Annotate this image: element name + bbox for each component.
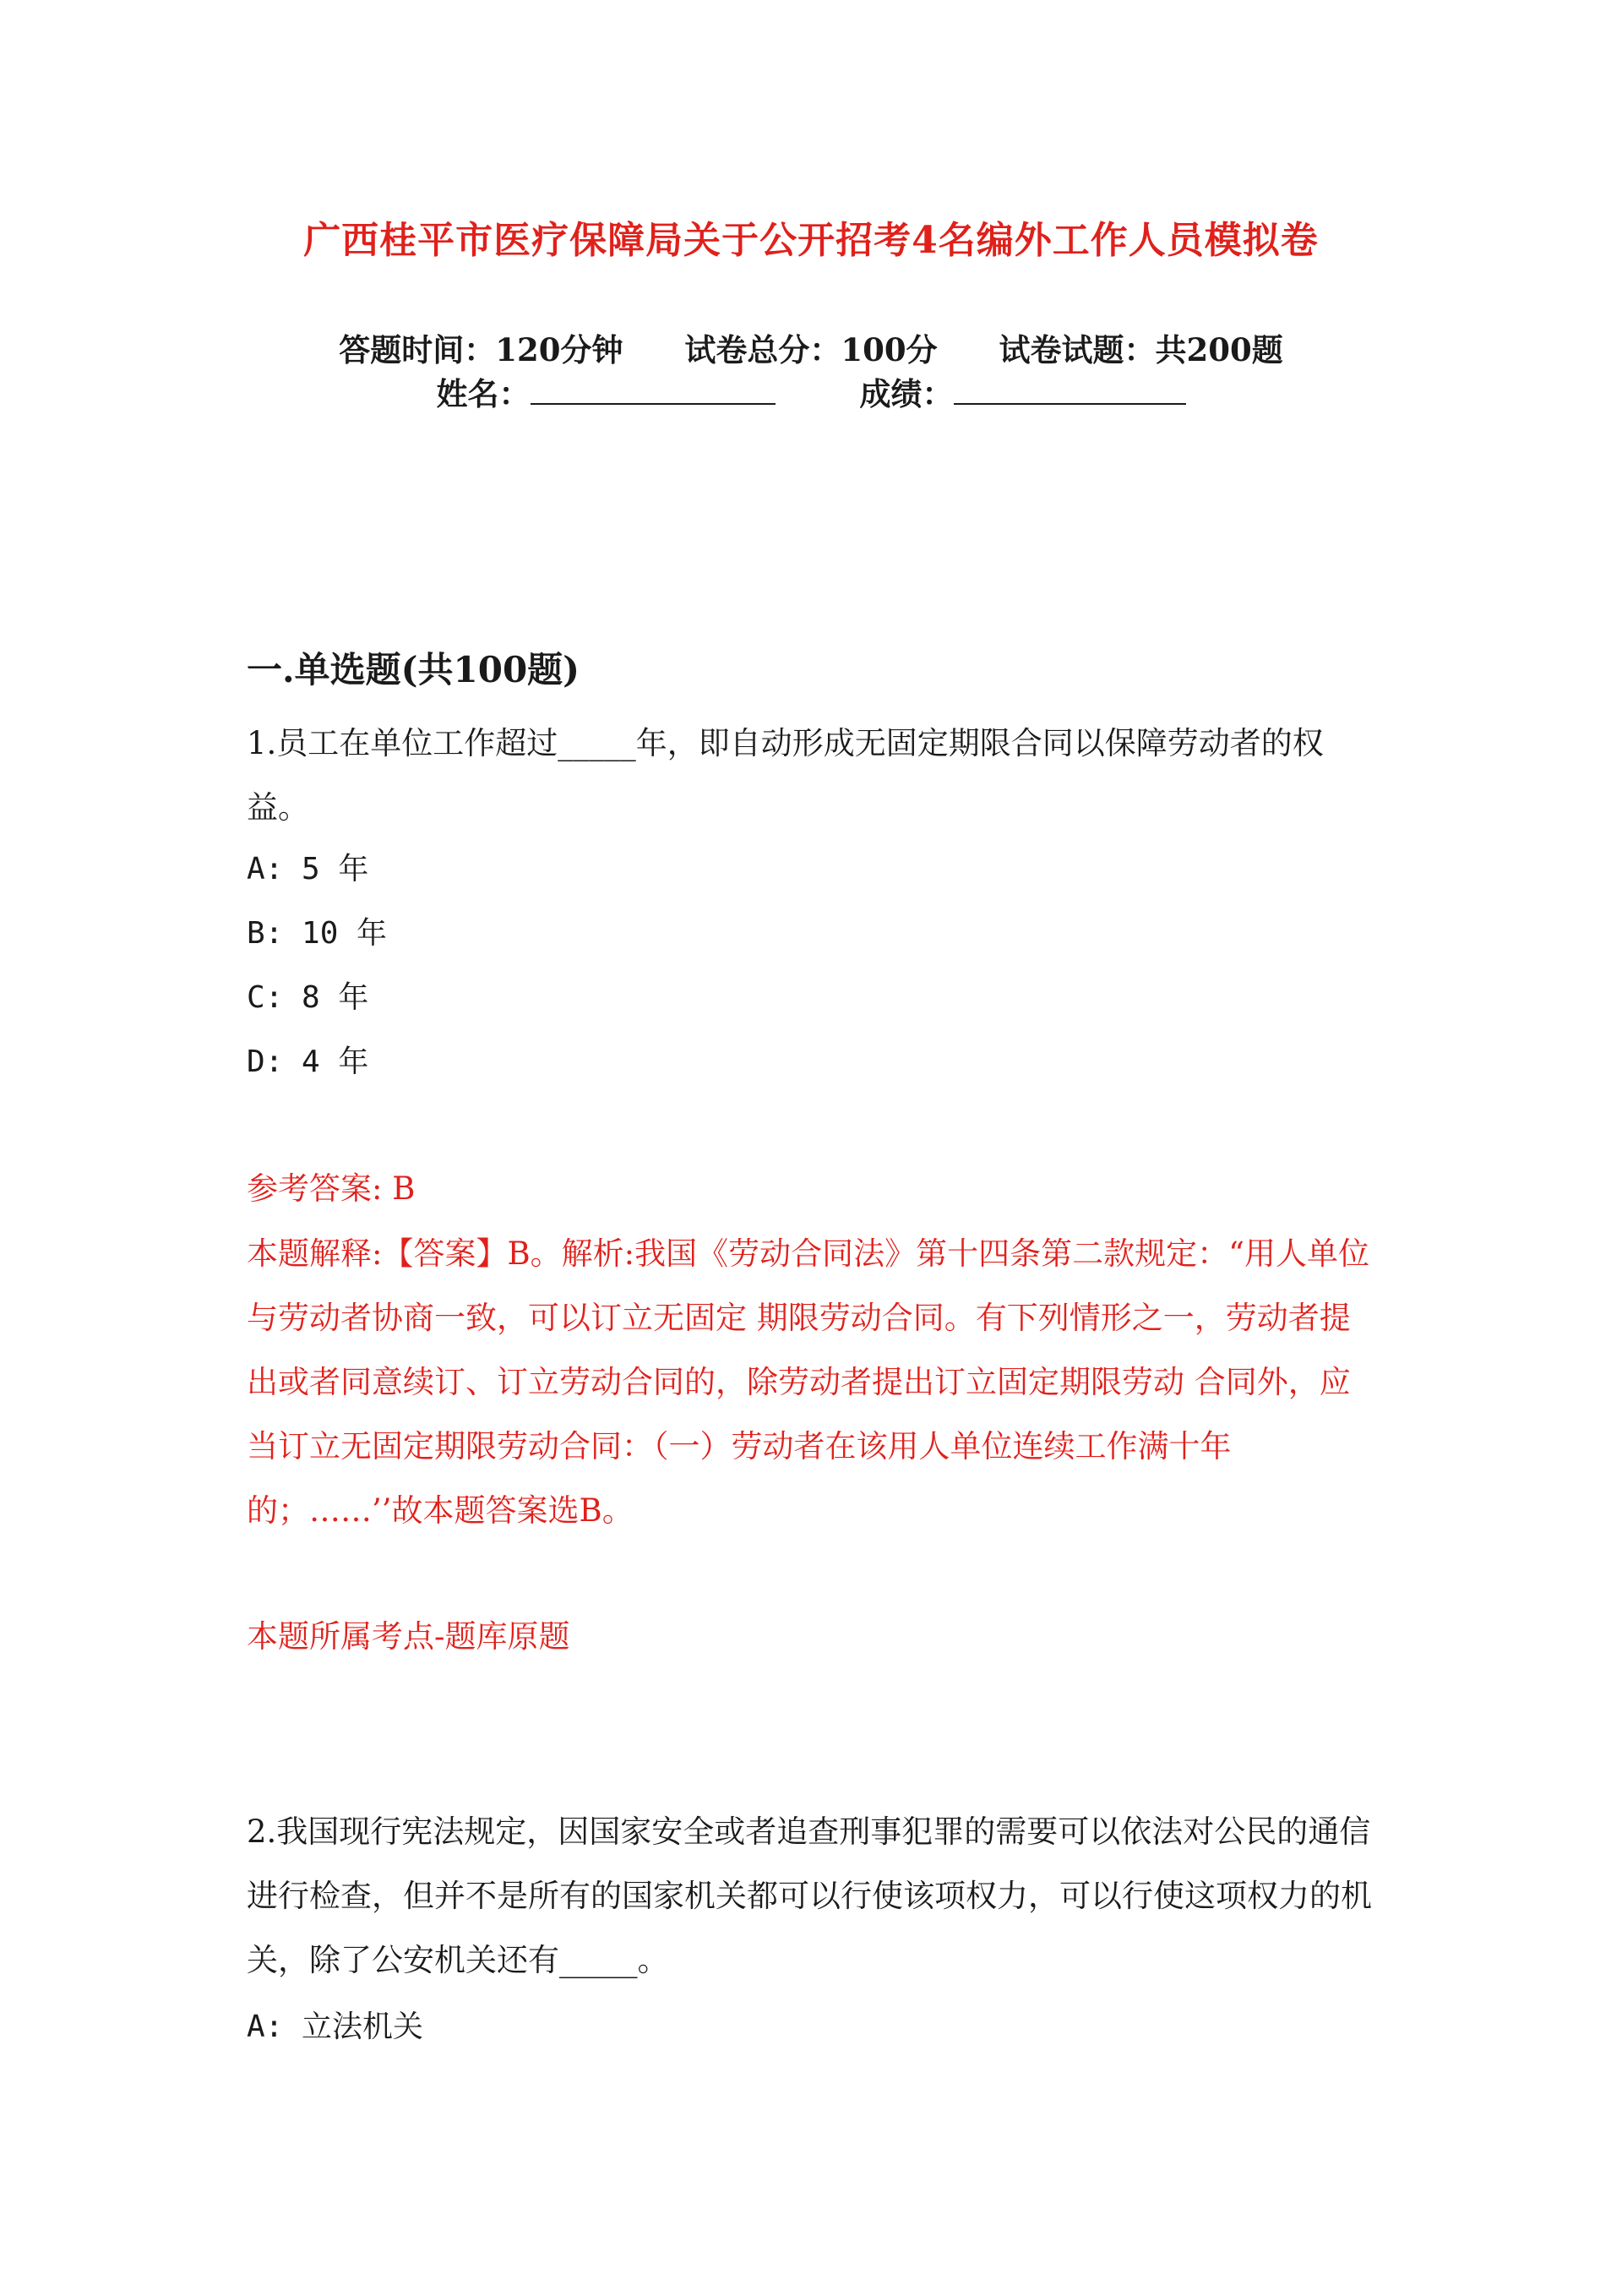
question-1-option-c: C: 8 年 xyxy=(247,980,369,1015)
question-1-answer: 参考答案: B xyxy=(247,1170,416,1207)
question-1-text: 1.员工在单位工作超过_____年，即自动形成无固定期限合同以保障劳动者的权益。 xyxy=(247,725,1324,826)
question-1-point: 本题所属考点-题库原题 xyxy=(247,1618,570,1655)
page-title: 广西桂平市医疗保障局关于公开招考4名编外工作人员模拟卷 xyxy=(303,219,1319,262)
score-label: 成绩： xyxy=(859,375,954,412)
question-2-option-a: A: 立法机关 xyxy=(247,2010,424,2044)
question-1-option-b: B: 10 年 xyxy=(247,916,388,951)
exam-time: 答题时间：120分钟 xyxy=(339,331,623,368)
name-label: 姓名： xyxy=(436,375,531,412)
question-1-option-d: D: 4 年 xyxy=(247,1044,369,1079)
question-1-option-a: A: 5 年 xyxy=(247,852,369,886)
question-2-text: 2.我国现行宪法规定，因国家安全或者追查刑事犯罪的需要可以依法对公民的通信进行检查，但并不是所有的国家机关都可以行使该项权力，可以行使这项权力的机关，除了公安机关还有_____。 xyxy=(247,1813,1372,1978)
section-heading: 一.单选题(共100题) xyxy=(247,649,580,690)
question-1-explanation: 本题解释:【答案】B。解析:我国《劳动合同法》第十四条第二款规定：“用人单位与劳动者协商一致，可以订立无固定 期限劳动合同。有下列情形之一，劳动者提出或者同意续订、订立劳动合同的，除劳动者提出订立固定期限劳动 合同外，应当订立无固定期限劳动合同：（一）劳动者在该用人单位连续工作满十年的；……’’故本题答案选B。 xyxy=(247,1235,1370,1529)
score-blank xyxy=(954,378,1186,405)
name-blank xyxy=(531,378,776,405)
exam-fields xyxy=(0,368,1622,414)
exam-meta xyxy=(0,324,1622,370)
exam-question-count: 试卷试题：共200题 xyxy=(999,331,1283,368)
exam-total-score: 试卷总分：100分 xyxy=(684,331,938,368)
